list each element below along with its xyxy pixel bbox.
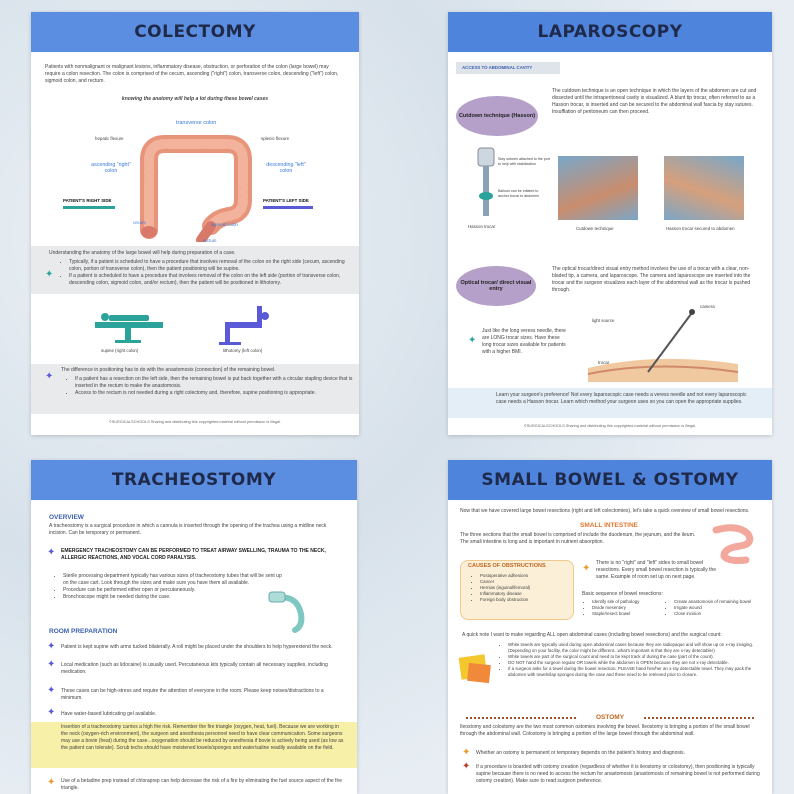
colon-illustration xyxy=(131,130,261,242)
sparkle-icon: ✦ xyxy=(462,747,471,758)
sparkle-icon: ✦ xyxy=(47,777,56,788)
label-right-side: PATIENT'S RIGHT SIDE xyxy=(63,198,112,203)
caption-hasson: Hasson trocar xyxy=(468,224,496,229)
optical-text: The optical trocar/direct visual entry method involves the use of a trocar with a clear, non-bladed tip, a camera, and laparoscope. The camera and laparoscope are inserted into the trocar and the surgeon visualizes each layer of the abdominal wall as the trocar is pushed through. xyxy=(552,266,751,293)
diagram-label-trocar: trocar xyxy=(598,360,610,365)
positioning-item: • If a patient is scheduled to have a procedure that involves removal of the colon on the left side (portion of transverse colon, descending colon, sigmoid colon, and/or rectum), then the patient will be positioned in lithotomy. xyxy=(69,273,359,287)
cause-item: • Cancer xyxy=(480,579,576,585)
label-rectum: rectum xyxy=(203,238,217,243)
small-intestine-heading: SMALL INTESTINE xyxy=(580,522,639,529)
sparkle-icon: ✦ xyxy=(582,563,591,574)
label-sigmoid: sigmoid colon xyxy=(211,222,238,227)
sequence-item: • Staple/resect bowel xyxy=(592,611,672,617)
label-splenic: splenic flexure xyxy=(261,136,290,141)
tip-text: Learn your surgeon's preference! Not every laparoscopic case needs a veress needle and not every laparoscopic case needs a Hasson trocar. Learn which method your surgeon uses so you can open the appropriate supplies. xyxy=(496,392,747,405)
cutdown-text: The cutdown technique is an open technique in which the layers of the abdomen are cut and dissected until the intraperitoneal cavity is visualized. A blunt tip trocar, often referred to as a Hasson trocar, is inserted and can be secured to the abdominal wall fascia by stay sutures. Insufflation of peritoneum can then proceed. xyxy=(552,88,757,115)
sparkle-icon: ✦ xyxy=(462,761,471,772)
optical-pill: Optical trocar/ direct visual entry xyxy=(456,266,536,306)
sequence-right xyxy=(666,599,772,617)
laparoscopy-footer: ©SURGICALSCHOOLS Sharing and distributing this copyrighted material without permission is illegal. xyxy=(523,424,697,428)
anastomosis-item: • Access to the rectum is not needed during a right colectomy and, therefore, supine positioning is appropriate. xyxy=(75,390,359,397)
count-item: • DO NOT hand the surgeon regular OR towels while the abdomen is OPEN because they are not x-ray detectable. xyxy=(508,660,766,666)
fire-text: Insertion of a tracheostomy carries a high fire risk. Remember the fire triangle (oxygen, heat, fuel). Because we are working in the neck (oxygen-rich environment), the surgeon and anesthesia personnel need to have clear communication. Some surgeons may use a bovie (heat) during the case...oxygenation should be reduced by anesthesia if bovie is actively being used (as low as the patient can tolerate). Scrub techs should have moistened towels/sponges and water/saline readily available on the field. xyxy=(61,724,344,751)
prep-item: Have water-based lubricating gel available. xyxy=(61,711,157,717)
label-transverse: transverse colon xyxy=(176,120,217,126)
small-intestine-text: The three sections that the small bowel is comprised of include the duodenum, the jejunum, and the ileum. The small intestine is long and is important in nutrient absorption. xyxy=(460,532,696,545)
count-item: • If a surgeon asks for a towel during the bowel resection, PLEASE hand him/her an x-ray detectable towel. They may pack the abdomen with towels/lap sponges during the case and these need to be retrieved prior to closure. xyxy=(508,666,766,678)
overview-heading: OVERVIEW xyxy=(49,514,84,521)
count-list xyxy=(500,642,766,678)
label-left-side: PATIENT'S LEFT SIDE xyxy=(263,198,309,203)
colectomy-intro: Patients with nonmalignant or malignant lesions, inflammatory disease, obstruction, or perforation of the colon (large bowel) may require a colon resection. The colon is comprised of the cecum, ascending ("right") colon, transverse colon, descending ("left") colon, sigmoid colon, and rectum. xyxy=(45,64,339,84)
tracheostomy-card xyxy=(31,460,357,794)
side-note: There is no "right" and "left" sides to small bowel resections. Every small bowel resection is typically the same. Example of room set up on next page. xyxy=(596,560,717,580)
count-item: • White towels are part of the surgical count and need to be kept track of during the case (part of the count). xyxy=(508,654,766,660)
label-ascending: ascending "right" colon xyxy=(91,162,131,174)
ostomy-bullet: Whether an ostomy is permanent or temporary depends on the patient's history and diagnosis. xyxy=(476,750,685,756)
dotted-divider xyxy=(644,717,754,719)
sparkle-icon: ✦ xyxy=(47,685,56,696)
causes-list xyxy=(472,573,576,603)
sequence-item: • Divide mesentery xyxy=(592,605,672,611)
tracheostomy-title: TRACHEOSTOMY xyxy=(31,460,357,500)
sequence-item: • Create anastomosis of remaining bowel xyxy=(674,599,772,605)
sequence-left xyxy=(584,599,672,617)
diagram-label-light: light source xyxy=(592,318,615,323)
cause-item: • Inflammatory disease xyxy=(480,591,576,597)
sparkle-icon: ✦ xyxy=(47,547,56,558)
cutdown-photo xyxy=(558,156,638,220)
colectomy-footer: ©SURGICALSCHOOLS Sharing and distributing this copyrighted material without permission is illegal. xyxy=(108,420,282,424)
sequence-item: • Irrigate wound xyxy=(674,605,772,611)
positioning-item: • Typically, if a patient is scheduled to have a procedure that involves removal of the colon on the right side (cecum, ascending colon, portion of transverse colon), then the patient positioning will be supine. xyxy=(69,259,359,273)
trach-bullet: • Bronchoscope might be needed during the case. xyxy=(63,594,283,601)
prep-item: Local medication (such as lidocaine) is usually used. Percutaneous kits typically contain all necessary supplies, including medication. xyxy=(61,662,328,675)
last-text: Use of a betadine prep instead of chloraprep can help decrease the risk of a fire by eliminating the fuel source aspect of the fire triangle. xyxy=(61,778,342,791)
label-hepatic: hepatic flexure xyxy=(95,136,124,141)
sparkle-icon: ✦ xyxy=(47,641,56,652)
laparoscopy-title: LAPAROSCOPY xyxy=(448,12,772,52)
sparkle-icon: ✦ xyxy=(47,659,56,670)
smallbowel-card xyxy=(448,460,772,794)
positioning-intro: Understanding the anatomy of the large bowel will help during preparation of a case. xyxy=(49,250,236,256)
causes-heading: CAUSES OF OBSTRUCTIONS xyxy=(468,563,546,569)
needle-note: Just like the long veress needle, there are LONG trocar sizes. Have these long trocar sizes available for patients with a higher BMI. xyxy=(482,328,566,355)
count-heading: A quick note I want to make regarding ALL open abdominal cases (including bowel resections) and the surgical count: xyxy=(462,632,722,638)
emergency-text: EMERGENCY TRACHEOSTOMY CAN BE PERFORMED TO TREAT AIRWAY SWELLING, TRAUMA TO THE NECK, ALLERGIC REACTIONS, AND VOCAL CORD PARALYSIS. xyxy=(61,548,326,561)
trach-bullet: • Sterile processing department typically has various sizes of tracheostomy tubes that will be sent up on the case cart. Look through the sizes and make sure you have them all available. xyxy=(63,573,283,587)
sequence-heading: Basic sequence of bowel resections: xyxy=(582,591,663,597)
lithotomy-label: lithotomy (left colon) xyxy=(223,348,263,353)
supine-label: supine (right colon) xyxy=(101,348,139,353)
left-side-bar xyxy=(263,206,313,209)
secured-photo xyxy=(664,156,744,220)
sequence-item: • Identify site of pathology xyxy=(592,599,672,605)
dotted-divider xyxy=(466,717,576,719)
colectomy-card xyxy=(31,12,359,435)
smallbowel-intro: Now that we have covered large bowel resections (right and left colectomies), let's take a quick overview of small bowel resections. xyxy=(460,508,750,514)
laparoscopy-card xyxy=(448,12,772,435)
small-intestine-image xyxy=(708,522,758,564)
cause-item: • Postoperative adhesions xyxy=(480,573,576,579)
overview-text: A tracheostomy is a surgical procedure in which a cannula is inserted through the opening of the trachea using a midline neck incision. Can be temporary or permanent. xyxy=(49,523,327,536)
sparkle-icon: ✦ xyxy=(468,335,477,346)
trach-tube-image xyxy=(267,588,313,634)
cause-item: • Hernias (inguinal/femoral) xyxy=(480,585,576,591)
hasson-trocar-image xyxy=(474,144,498,220)
prep-item: Patient is kept supine with arms tucked bilaterally. A roll might be placed under the shoulders to help hyperextend the neck. xyxy=(61,644,333,650)
sparkle-icon: ✦ xyxy=(45,269,54,280)
supine-figure xyxy=(89,308,169,344)
cause-item: • Foreign body obstruction xyxy=(480,597,576,603)
section-heading: ACCESS TO ABDOMINAL CAVITY xyxy=(462,65,533,70)
trocar-note-2: Balloon can be inflated to anchor trocar to abdomen xyxy=(498,189,540,198)
ostomy-bullet: If a procedure is boarded with ostomy creation (regardless of whether it is ileostomy or colostomy), then positioning is typically supine because there is no need to access the rectum for anastomosis (anastomosis of remaining bowel is not performed during ostomy creation). Make sure to read surgeon preference. xyxy=(476,764,760,784)
count-item: • White towels are typically used during open abdominal cases because they are radiopaque and will show up on x-ray imaging. (Depending on your facility, the color might be different...what's important is that they are x-ray detectable!) xyxy=(508,642,766,654)
label-cecum: cecum xyxy=(133,220,146,225)
trach-bullets xyxy=(55,573,283,601)
diagram-label-camera: camera xyxy=(700,304,715,309)
right-side-bar xyxy=(63,206,115,209)
lithotomy-figure xyxy=(217,302,277,346)
sparkle-icon: ✦ xyxy=(47,707,56,718)
trocar-note-1: Stay sutures attached to the port to help with stabilization xyxy=(498,157,550,166)
caption-secured: Hasson trocar secured to abdomen xyxy=(666,226,735,231)
ostomy-heading: OSTOMY xyxy=(596,714,625,721)
prep-item: These cases can be high-stress and require the attention of everyone in the room. Please keep noises/distractions to a minimum. xyxy=(61,688,324,701)
anastomosis-list xyxy=(67,376,359,397)
label-descending: descending "left" colon xyxy=(266,162,306,174)
colectomy-title: COLECTOMY xyxy=(31,12,359,52)
trach-bullet: • Procedure can be performed either open or percutaneously. xyxy=(63,587,283,594)
cutdown-pill: Cutdown technique (Hasson) xyxy=(456,96,538,136)
anastomosis-intro: The difference in positioning has to do with the anastomosis (connection) of the remaining bowel. xyxy=(61,367,276,373)
sequence-item: • Close incision xyxy=(674,611,772,617)
sparkle-icon: ✦ xyxy=(45,371,54,382)
colectomy-tagline: knowing the anatomy will help a lot during these bowel cases xyxy=(121,96,269,102)
anastomosis-item: • If a patient has a resection on the left side, then the remaining bowel is put back together with a circular stapling device that is inserted in the rectum to make the anastomosis. xyxy=(75,376,359,390)
sticky-note-icon xyxy=(467,663,491,683)
caption-cutdown: Cutdown technique xyxy=(576,226,614,231)
prep-heading: ROOM PREPARATION xyxy=(49,628,118,635)
smallbowel-title: SMALL BOWEL & OSTOMY xyxy=(448,460,772,500)
optical-trocar-diagram xyxy=(588,302,738,382)
ostomy-text: Ileostomy and colostomy are the two most common ostomies involving the bowel. Ileostomy is bringing a portion of the small bowel through the abdominal wall. Colostomy is bringing a portion of the large bowel through the abdominal wall. xyxy=(460,724,750,737)
positioning-list xyxy=(61,259,359,287)
